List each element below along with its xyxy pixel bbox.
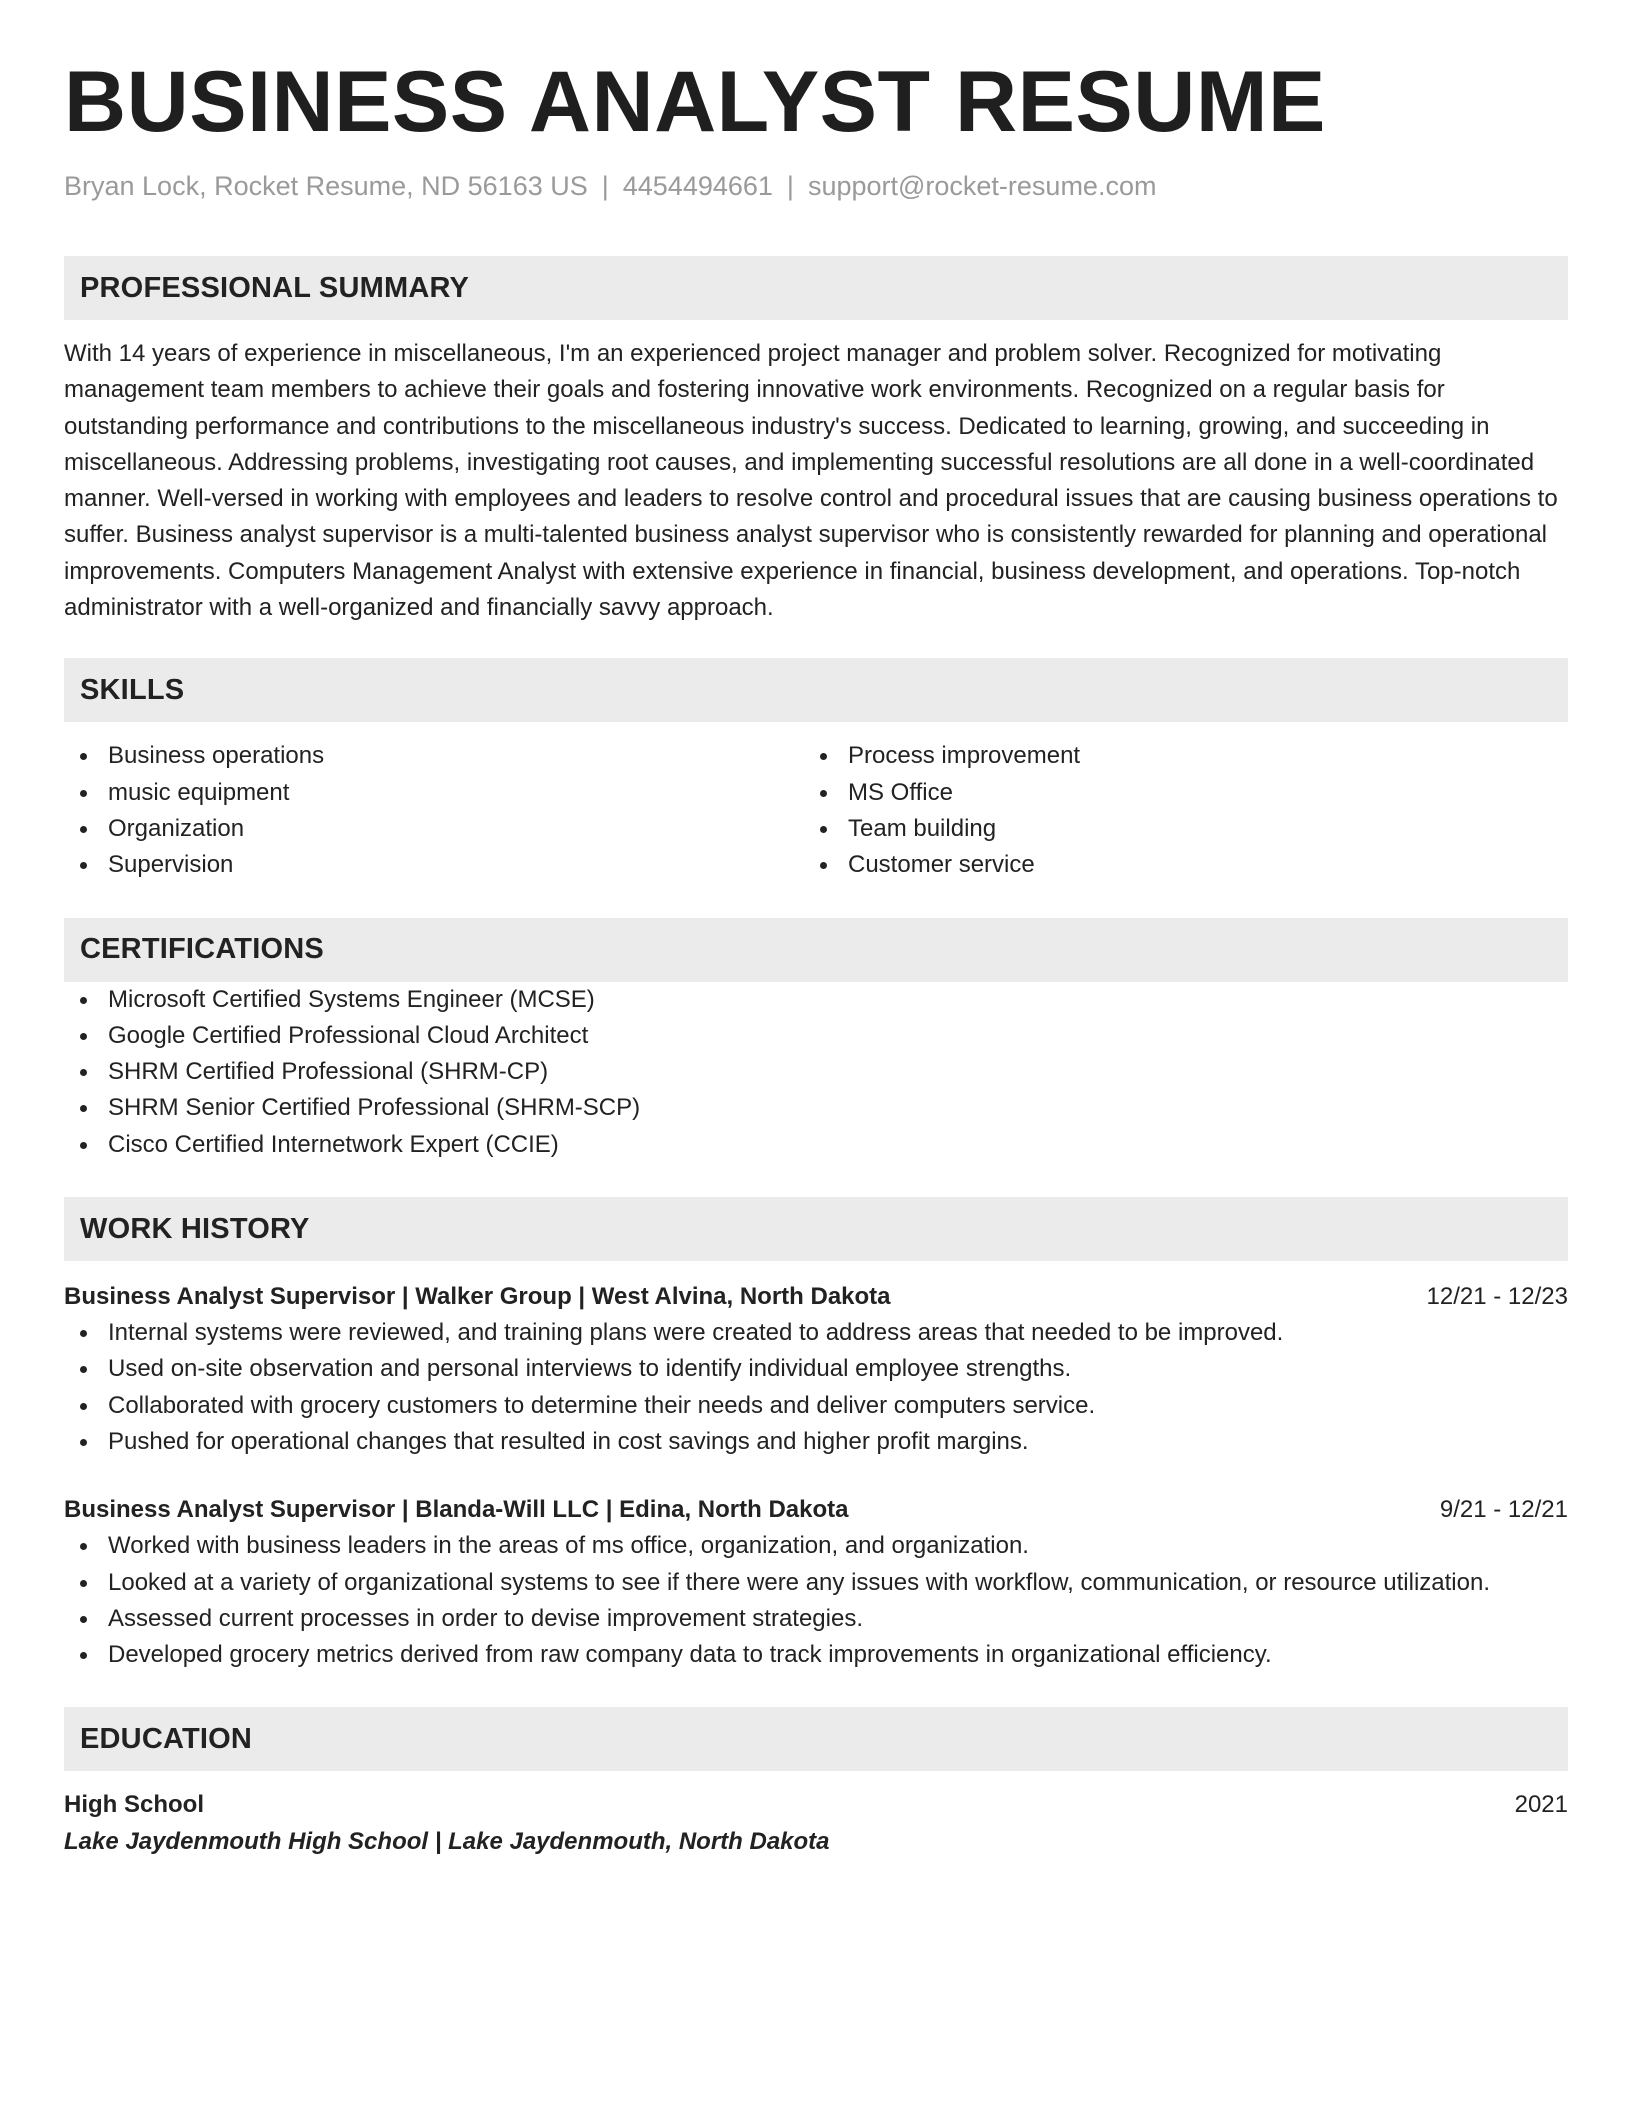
skills-grid bbox=[64, 738, 1568, 883]
skill-item: Business operations bbox=[64, 738, 804, 774]
job-header bbox=[64, 1492, 1568, 1528]
contact-address: Bryan Lock, Rocket Resume, ND 56163 US bbox=[64, 171, 588, 201]
contact-line bbox=[64, 168, 1568, 204]
certification-item: SHRM Senior Certified Professional (SHRM-SCP) bbox=[64, 1090, 1568, 1126]
section-heading-certifications: CERTIFICATIONS bbox=[64, 918, 1568, 982]
section-heading-education: EDUCATION bbox=[64, 1707, 1568, 1771]
certification-item: Microsoft Certified Systems Engineer (MCSE) bbox=[64, 982, 1568, 1018]
skill-item: Team building bbox=[804, 811, 1544, 847]
job-bullets bbox=[64, 1528, 1568, 1673]
contact-phone: 4454494661 bbox=[622, 171, 773, 201]
skill-item: Supervision bbox=[64, 847, 804, 883]
job-bullet: Internal systems were reviewed, and training plans were created to address areas that needed to be improved. bbox=[64, 1315, 1568, 1351]
section-heading-work-history: WORK HISTORY bbox=[64, 1197, 1568, 1261]
job-bullet: Looked at a variety of organizational systems to see if there were any issues with workflow, communication, or resource utilization. bbox=[64, 1565, 1568, 1601]
job-header bbox=[64, 1279, 1568, 1315]
education-header bbox=[64, 1787, 1568, 1823]
skills-column-right bbox=[804, 738, 1544, 883]
summary-paragraph: With 14 years of experience in miscellaneous, I'm an experienced project manager and problem solver. Recognized for motivating management team members to achieve their goals and fostering innovative work environments. Recognized on a regular basis for outstanding performance and contributions to the miscellaneous industry's success. Dedicated to learning, growing, and succeeding in miscellaneous. Addressing problems, investigating root causes, and implementing successful resolutions are all done in a well-coordinated manner. Well-versed in working with employees and leaders to resolve control and procedural issues that are causing business operations to suffer. Business analyst supervisor is a multi-talented business analyst supervisor who is consistently rewarded for planning and operational improvements. Computers Management Analyst with extensive experience in financial, business development, and operations. Top-notch administrator with a well-organized and financially savvy approach. bbox=[64, 340, 1558, 622]
contact-separator: | bbox=[601, 171, 609, 201]
contact-separator: | bbox=[786, 171, 794, 201]
job-bullet: Used on-site observation and personal interviews to identify individual employee strengths. bbox=[64, 1351, 1568, 1387]
job-bullet: Assessed current processes in order to devise improvement strategies. bbox=[64, 1601, 1568, 1637]
resume-title: BUSINESS ANALYST RESUME bbox=[64, 54, 1326, 150]
job-bullet: Collaborated with grocery customers to determine their needs and deliver computers service. bbox=[64, 1388, 1568, 1424]
job-entry bbox=[64, 1279, 1568, 1460]
skills-column-left bbox=[64, 738, 804, 883]
section-heading-summary: PROFESSIONAL SUMMARY bbox=[64, 256, 1568, 320]
job-entry bbox=[64, 1492, 1568, 1673]
job-bullet: Worked with business leaders in the areas of ms office, organization, and organization. bbox=[64, 1528, 1568, 1564]
education-degree: High School bbox=[64, 1791, 204, 1819]
job-bullet: Pushed for operational changes that resulted in cost savings and higher profit margins. bbox=[64, 1424, 1568, 1460]
skill-item: Process improvement bbox=[804, 738, 1544, 774]
job-title: Business Analyst Supervisor | Walker Group | West Alvina, North Dakota bbox=[64, 1283, 891, 1311]
education-school: Lake Jaydenmouth High School | Lake Jaydenmouth, North Dakota bbox=[64, 1828, 830, 1856]
certification-item: SHRM Certified Professional (SHRM-CP) bbox=[64, 1054, 1568, 1090]
skill-item: Organization bbox=[64, 811, 804, 847]
job-bullet: Developed grocery metrics derived from raw company data to track improvements in organizational efficiency. bbox=[64, 1637, 1568, 1673]
education-entry bbox=[64, 1787, 1568, 1861]
skill-item: MS Office bbox=[804, 775, 1544, 811]
certification-item: Google Certified Professional Cloud Architect bbox=[64, 1018, 1568, 1054]
job-title: Business Analyst Supervisor | Blanda-Will LLC | Edina, North Dakota bbox=[64, 1496, 849, 1524]
section-heading-skills: SKILLS bbox=[64, 658, 1568, 722]
skill-item: music equipment bbox=[64, 775, 804, 811]
job-bullets bbox=[64, 1315, 1568, 1460]
certifications-list bbox=[64, 982, 1568, 1163]
job-dates: 9/21 - 12/21 bbox=[1439, 1496, 1568, 1524]
certification-item: Cisco Certified Internetwork Expert (CCIE) bbox=[64, 1127, 1568, 1163]
skill-item: Customer service bbox=[804, 847, 1544, 883]
contact-email: support@rocket-resume.com bbox=[807, 171, 1157, 201]
education-year: 2021 bbox=[1514, 1791, 1568, 1819]
job-dates: 12/21 - 12/23 bbox=[1426, 1283, 1568, 1311]
